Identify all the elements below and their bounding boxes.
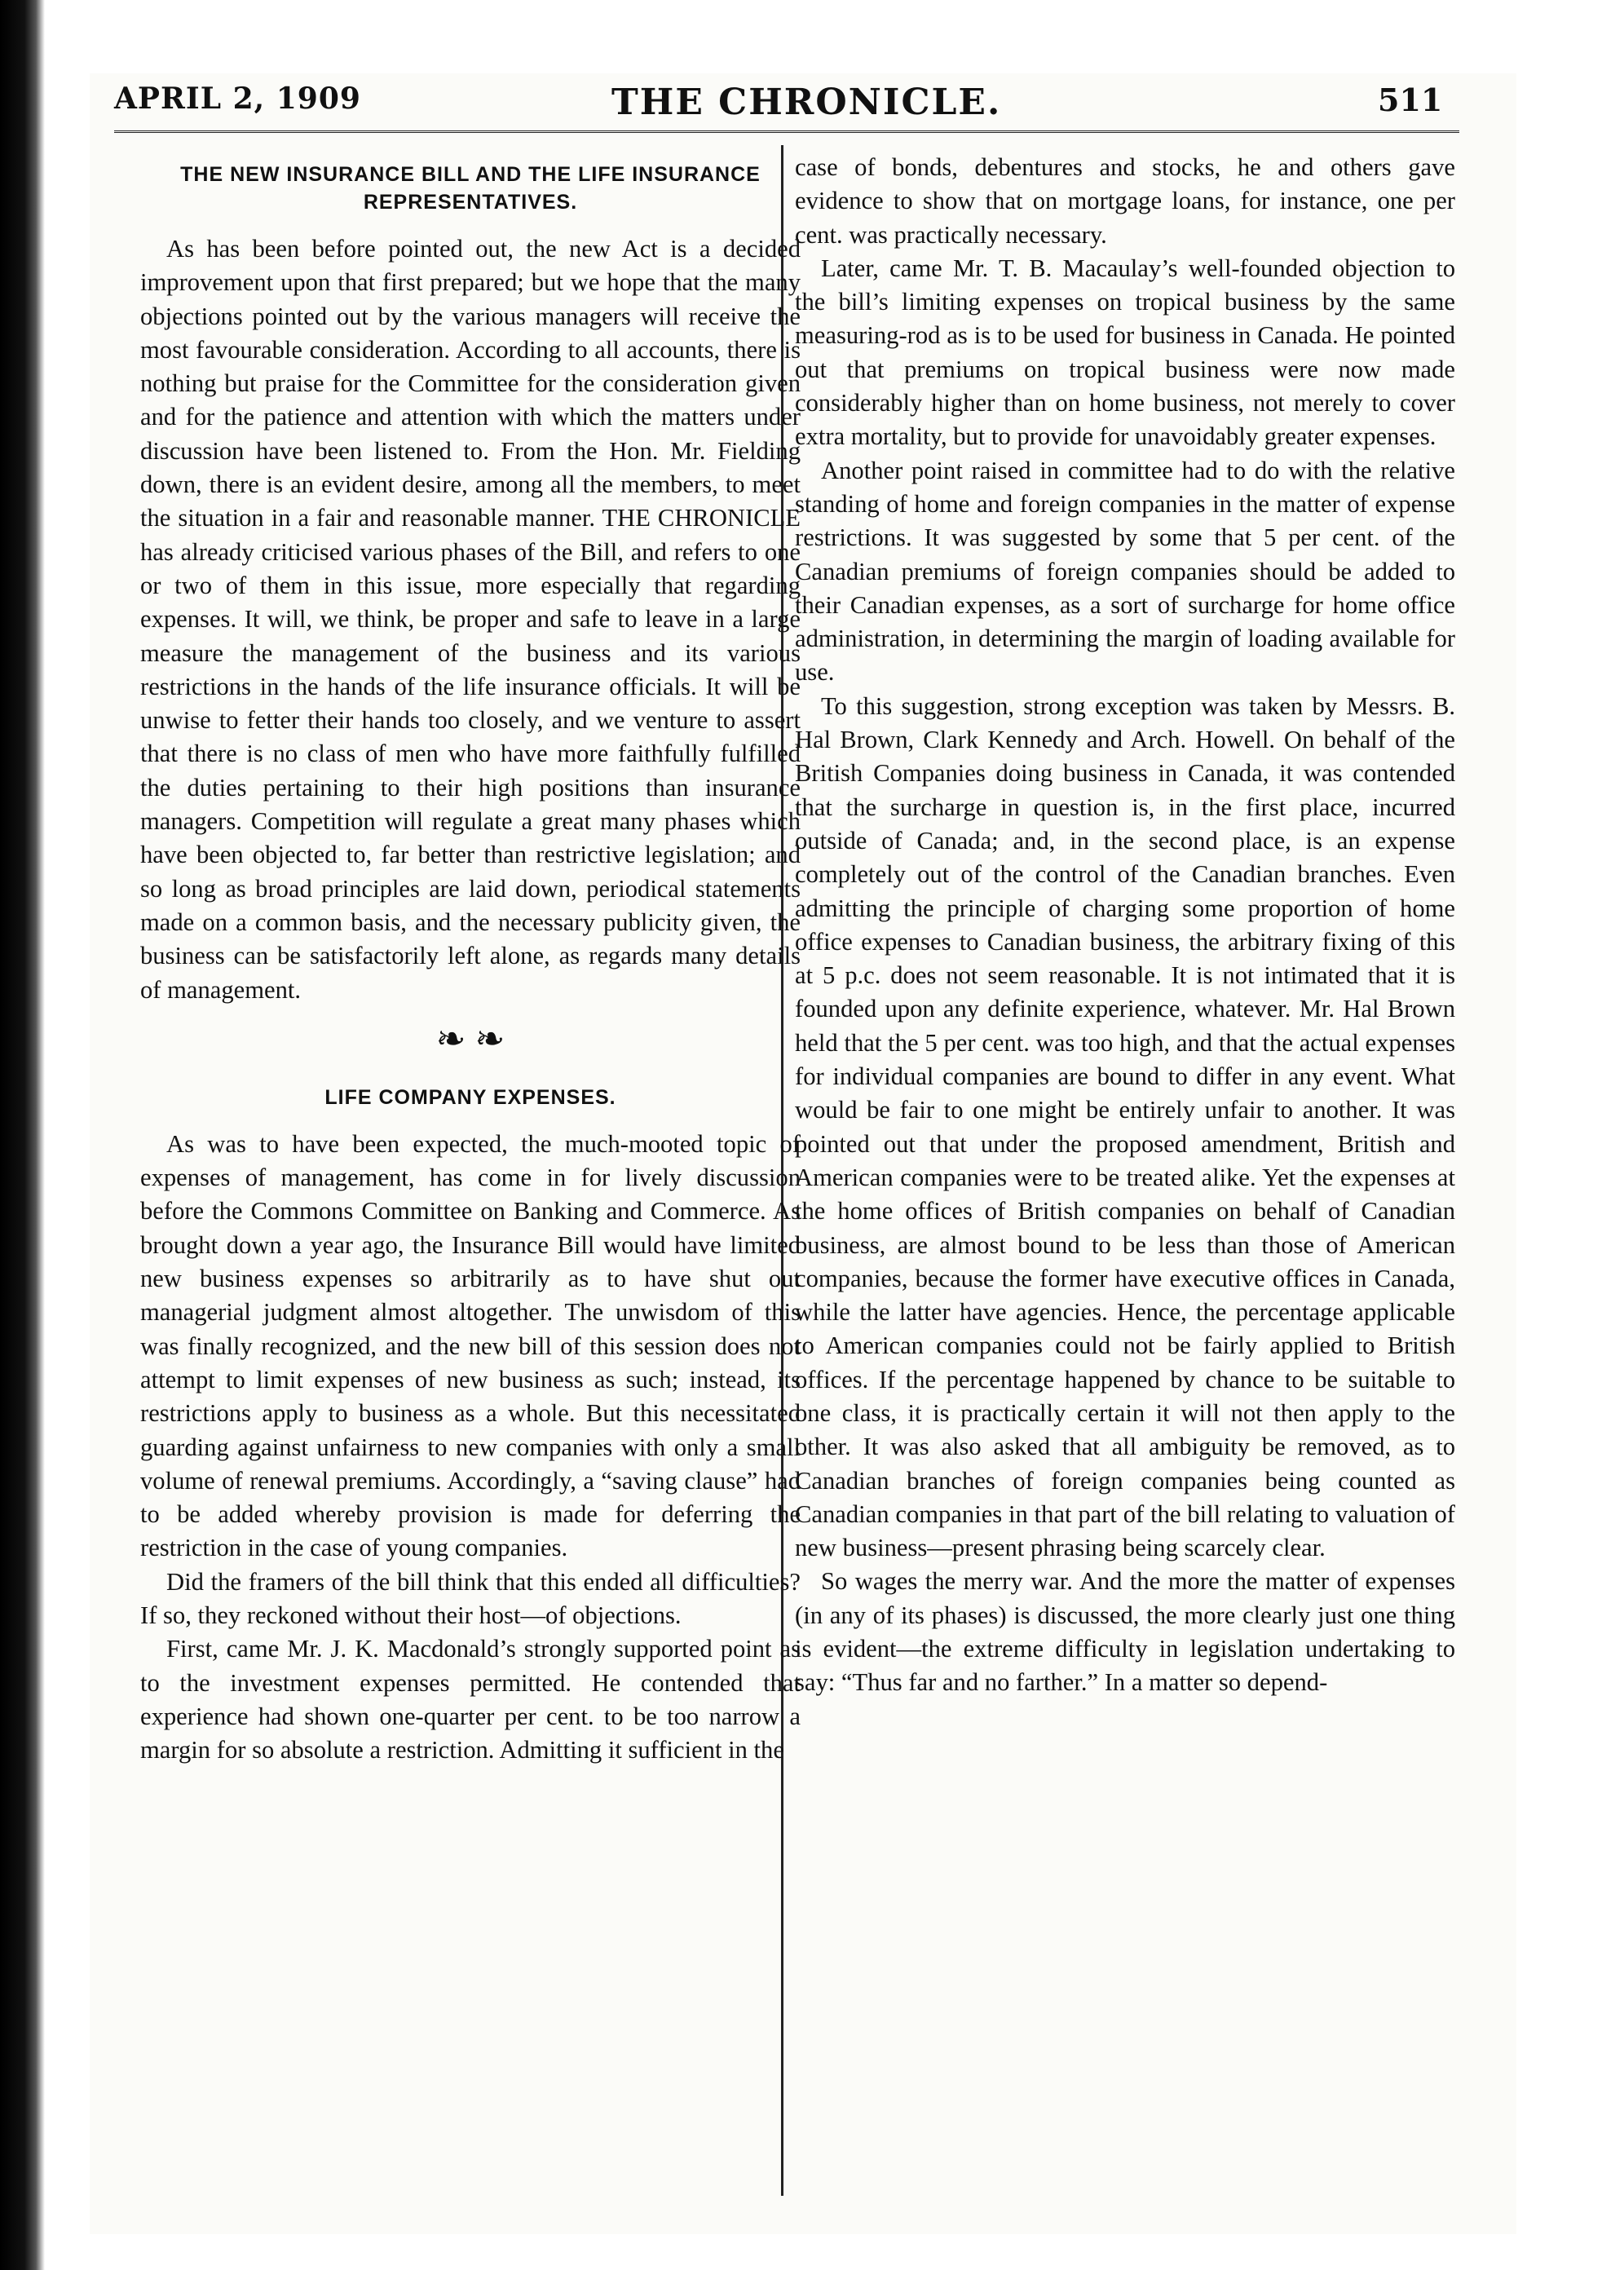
article-heading-life-company-expenses: LIFE COMPANY EXPENSES. (324, 1085, 616, 1109)
paragraph: case of bonds, debentures and stocks, he and others gave evidence to show that on mortgage loans, for instance, one per cent. was practically necessary. (795, 153, 1455, 249)
header-date: APRIL 2, 1909 (114, 82, 361, 116)
paragraph: First, came Mr. J. K. Macdonald’s strongly supported point as to the investment expenses permitted. He contended that experience had shown one-quarter per cent. to be too narrow a margin for so absolute a restriction. Admitting it sufficient in the (140, 1635, 801, 1764)
paragraph: Another point raised in committee had to do with the relative standing of home and foreign companies in the matter of expense restrictions. It was suggested by some that 5 per cent. of the Canadian premiums of foreign companies should be added to their Canadian expenses, as a sort of surcharge for home office administration, in determining the margin of loading available for use. (795, 456, 1455, 687)
left-column (140, 151, 801, 1767)
book-spine-shadow (0, 0, 45, 2270)
ornament-fleuron: ❧ ❧ (435, 1018, 505, 1059)
paragraph: To this suggestion, strong exception was taken by Messrs. B. Hal Brown, Clark Kennedy and Arch. Howell. On behalf of the British Companies doing business in Canada, it was contended that the surcharge in question is, in the first place, incurred outside of Canada; and, in the second place, is an expense completely out of the control of the Canadian branches. Even admitting the principle of charging some proportion of home office expenses to Canadian business, the arbitrary fixing of this at 5 p.c. does not seem reasonable. It is not intimated that it is founded upon any definite experience, whatever. Mr. Hal Brown held that the 5 per cent. was too high, and that the actual expenses for individual companies are bound to differ in any event. What would be fair to one might be entirely unfair to another. It was pointed out that under the proposed amendment, British and American companies were to be treated alike. Yet the expenses at the home offices of British companies on behalf of Canadian business, are almost bound to be less than those of American companies, because the former have executive offices in Canada, while the latter have agencies. Hence, the percentage applicable to American companies could not be fairly applied to British offices. If the percentage happened by chance to be suitable to one class, it is practically certain it will not then apply to the other. It was also asked that all ambiguity be removed, as to Canadian branches of foreign companies being counted as Canadian companies in that part of the bill relating to valuation of new business—present phrasing being scarcely clear. (795, 691, 1455, 1562)
header-rule (114, 130, 1459, 133)
header-title: THE CHRONICLE. (611, 82, 1002, 123)
paragraph: So wages the merry war. And the more the matter of expenses (in any of its phases) is discussed, the more clearly just one thing is evident—the extreme difficulty in legislation undertaking to say: “Thus far and no farther.” In a matter so depend- (795, 1567, 1455, 1697)
right-column (795, 151, 1455, 1700)
paragraph: As was to have been expected, the much-mooted topic of expenses of management, has come in for lively discussion before the Commons Committee on Banking and Commerce. As brought down a year ago, the Insurance Bill would have limited new business expenses so arbitrarily as to have shut out managerial judgment almost altogether. The unwisdom of this was finally recognized, and the new bill of this session does not attempt to limit expenses of new business as such; instead, its restrictions apply to business as a whole. But this necessitated guarding against unfairness to new companies with only a small volume of renewal premiums. Accordingly, a “saving clause” had to be added whereby provision is made for deferring the restriction in the case of young companies. (140, 1129, 801, 1562)
paragraph: Did the framers of the bill think that this ended all difficulties? If so, they reckoned without their host—of objections. (140, 1567, 801, 1629)
page-number: 511 (1378, 82, 1443, 118)
paragraph: As has been before pointed out, the new Act is a decided improvement upon that first prepared; but we hope that the many objections pointed out by the various managers will receive the most favourable consideration. According to all accounts, there is nothing but praise for the Committee for the consideration given and for the patience and attention with which the matters under discussion have been listened to. From the Hon. Mr. Fielding down, there is an evident desire, among all the members, to meet the situation in a fair and reasonable manner. THE CHRONICLE has already criticised various phases of the Bill, and refers to one or two of them in this issue, more especially that regarding expenses. It will, we think, be proper and safe to leave in a large measure the management of the business and its various restrictions in the hands of the life insurance officials. It will be unwise to fetter their hands too closely, and we venture to assert that there is no class of men who have more faithfully fulfilled the duties pertaining to their high positions than insurance managers. Competition will regulate a great many phases which have been objected to, far better than restrictive legislation; and so long as broad principles are laid down, periodical statements made on a common basis, and the necessary publicity given, the business can be satisfactorily left alone, as regards many details of management. (140, 235, 801, 1004)
article-heading-insurance-bill: THE NEW INSURANCE BILL AND THE LIFE INSURANCE REPRESENTATIVES. (180, 163, 761, 214)
paragraph: Later, came Mr. T. B. Macaulay’s well-founded objection to the bill’s limiting expenses on tropical business by the same measuring-rod as is to be used for business in Canada. He pointed out that premiums on tropical business were now made considerably higher than on home business, not merely to cover extra mortality, but to provide for unavoidably greater expenses. (795, 254, 1455, 451)
